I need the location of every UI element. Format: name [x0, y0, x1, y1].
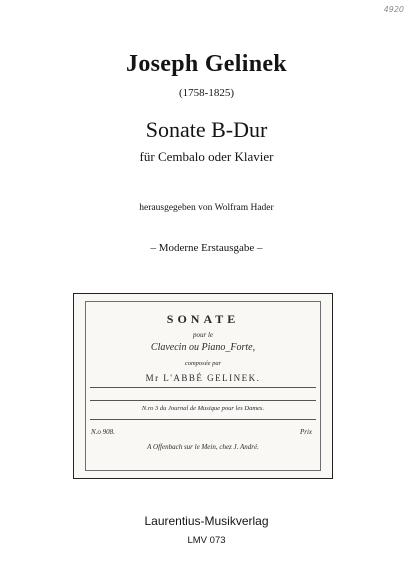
- pencil-annotation: 4920: [383, 5, 404, 14]
- work-title: Sonate B-Dur: [145, 117, 268, 142]
- edition-note: – Moderne Erstausgabe –: [150, 242, 263, 254]
- composer-dates: (1758-1825): [179, 87, 234, 99]
- facsimile-sonate: SONATE: [166, 312, 240, 326]
- facsimile-price: Prix: [299, 428, 312, 436]
- facsimile-rule: [90, 419, 316, 420]
- facsimile-instrument: Clavecin ou Piano_Forte,: [150, 342, 256, 353]
- facsimile-title-page: [73, 293, 333, 479]
- facsimile-rule: [90, 400, 316, 401]
- facsimile-inner-frame: [85, 301, 321, 471]
- publisher-name: Laurentius-Musikverlag: [144, 514, 269, 528]
- work-subtitle: für Cembalo oder Klavier: [139, 149, 274, 164]
- facsimile-pour: pour le: [192, 331, 214, 339]
- facsimile-rule: [90, 387, 316, 388]
- facsimile-imprint: A Offenbach sur le Mein, chez J. André.: [147, 443, 259, 451]
- editor-credit: herausgegeben von Wolfram Hader: [139, 203, 274, 213]
- facsimile-journal: N.ro 3 du Journal de Musique pour les Dames.: [141, 405, 265, 412]
- facsimile-author: Mr L'ABBÉ GELINEK.: [145, 373, 261, 383]
- catalog-number: LMV 073: [187, 535, 226, 546]
- facsimile-composed-by: composée par: [184, 360, 222, 367]
- facsimile-plate-number: N.o 908.: [91, 428, 115, 436]
- composer-name: Joseph Gelinek: [126, 51, 287, 77]
